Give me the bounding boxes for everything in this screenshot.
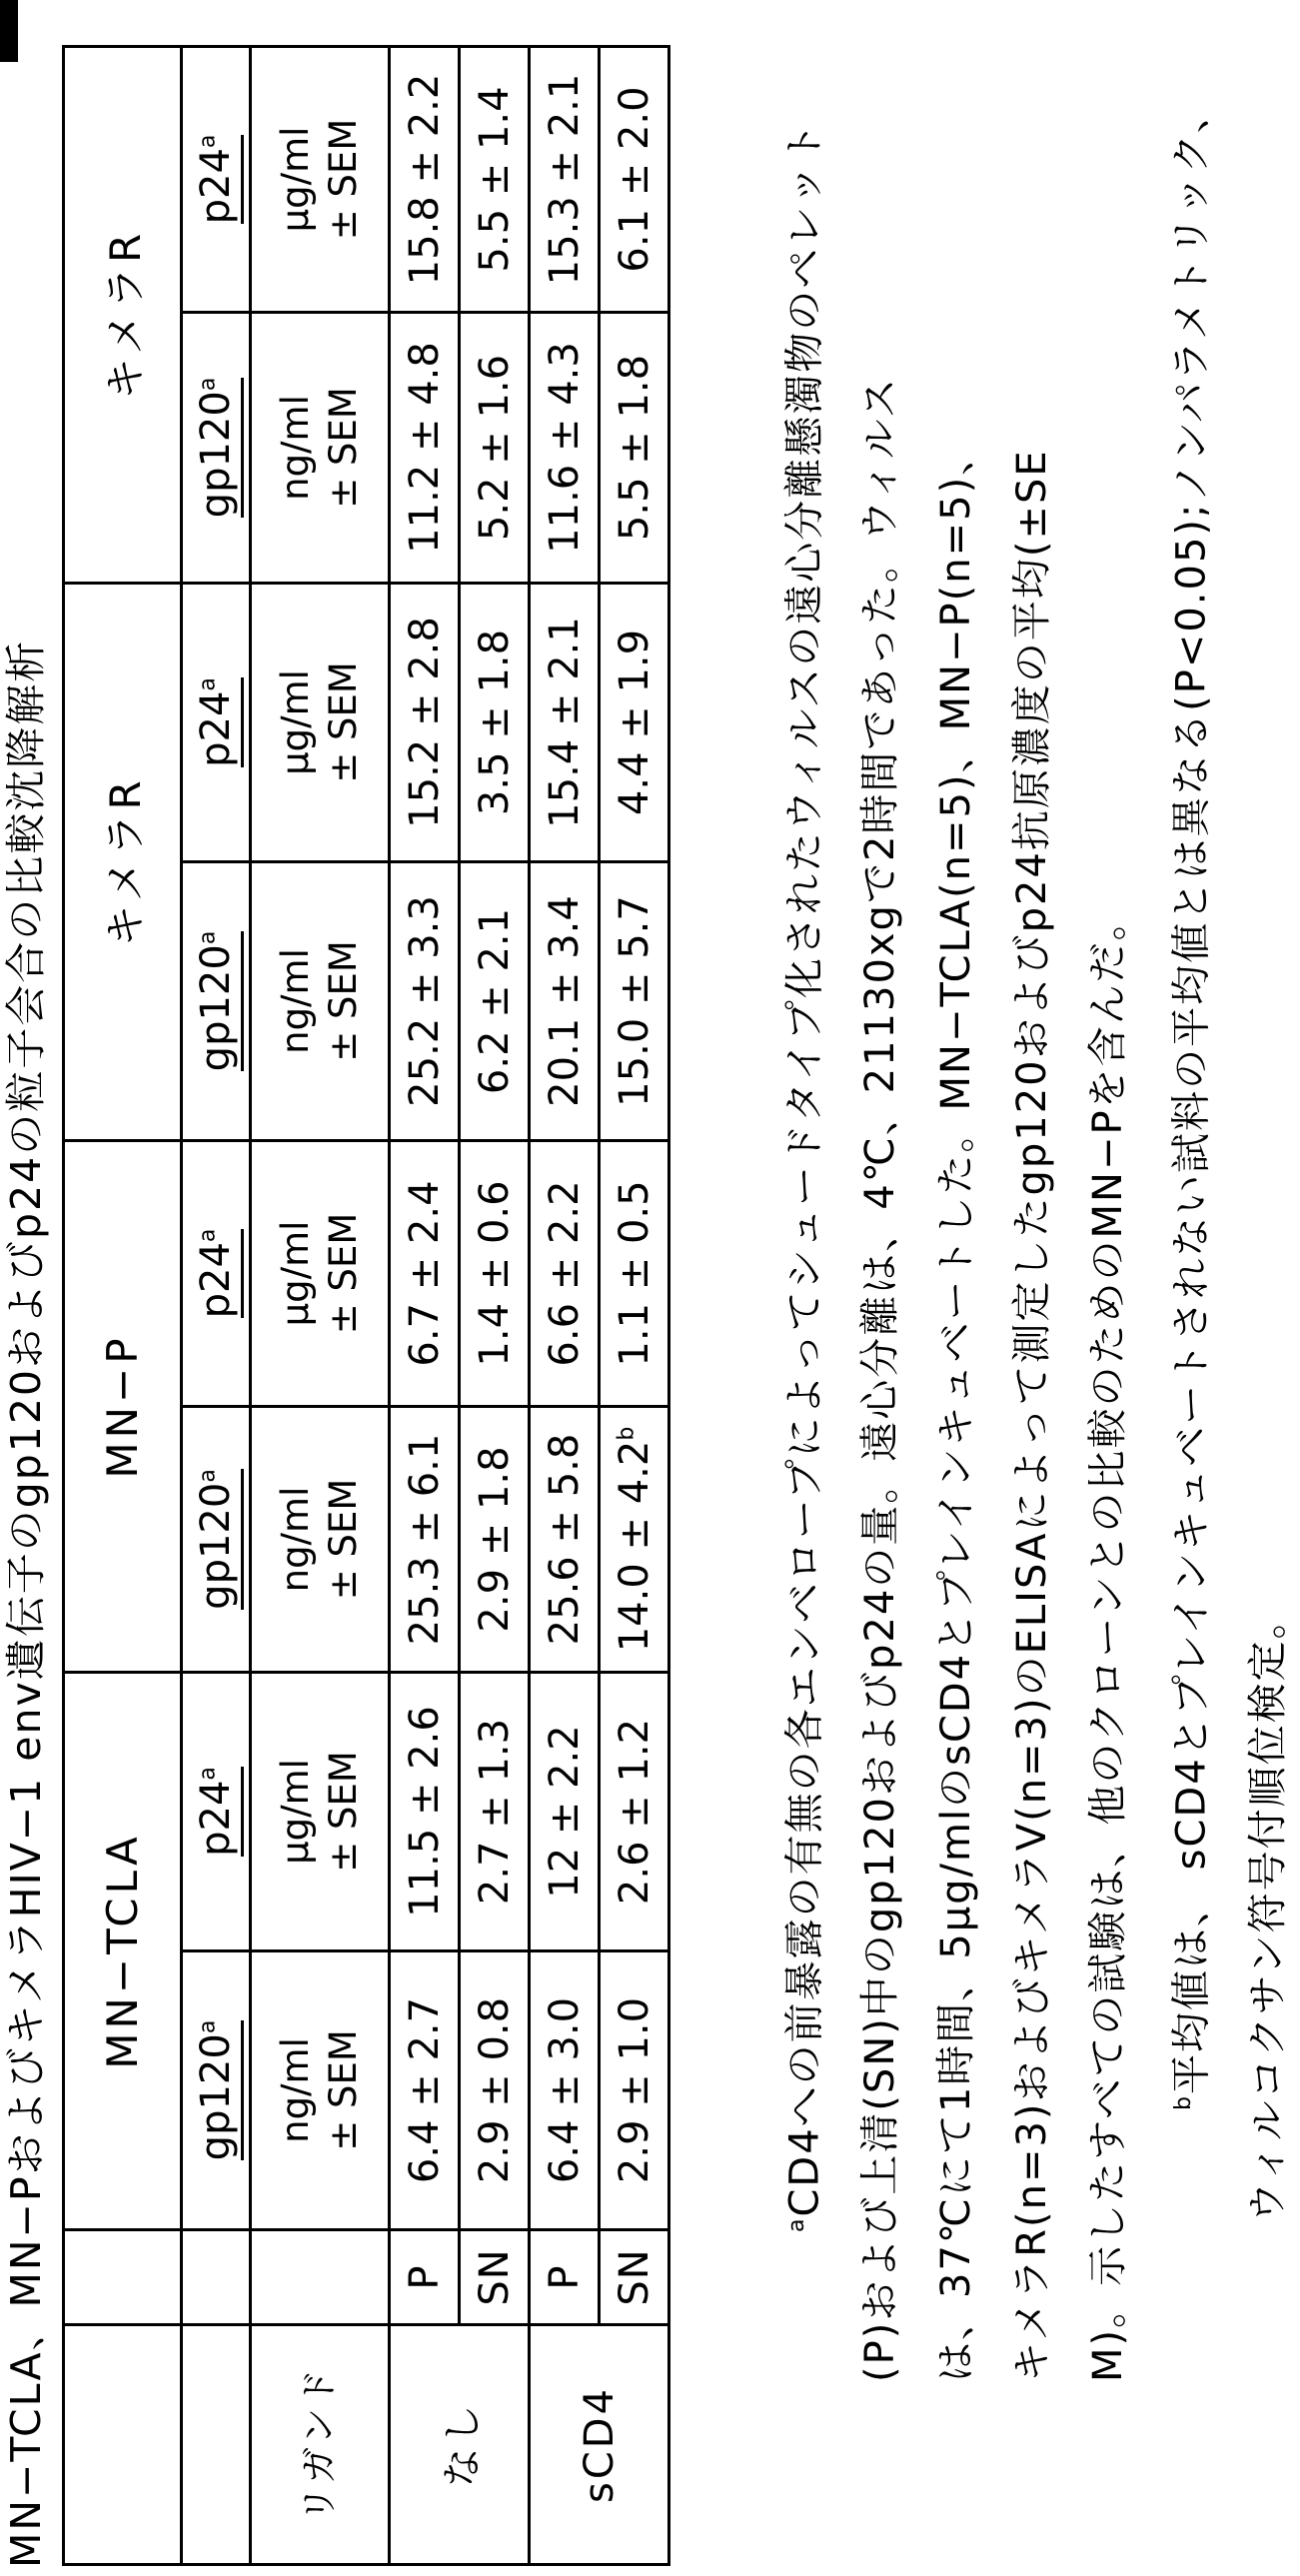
assay-header: gp120$^a$ [182, 862, 251, 1141]
data-row [390, 47, 460, 2565]
note-superscript: a [784, 2216, 809, 2232]
data-cell: 11.5 ± 2.6 [390, 1673, 460, 1951]
title-block [2, 168, 50, 2568]
note-superscript: a [195, 1469, 221, 1483]
units-label: ng/ml [274, 395, 317, 501]
footnotes-block [751, 4, 1300, 2572]
data-cell: 5.5 ± 1.8 [600, 313, 669, 584]
data-cell: 15.0 ± 5.7 [600, 862, 669, 1141]
assay-header: gp120$^a$ [182, 1951, 251, 2230]
footnote-line: キメラR(n=3)およびキメラV(n=3)のELISAによって測定したgp120およびp24抗原濃度の平均(±SE [1009, 449, 1056, 2382]
data-cell: 2.6 ± 1.2 [600, 1673, 669, 1951]
data-cell: 2.9 ± 1.8 [460, 1407, 530, 1673]
data-cell: 25.6 ± 5.8 [530, 1407, 600, 1673]
units-label: μg/ml [274, 126, 317, 233]
data-cell: 25.2 ± 3.3 [390, 862, 460, 1141]
footnote-line: $^b$平均値は、 sCD4とプレインキュベートされない試料の平均値とは異なる(P<0.05);ノンパラメトリック、 [1168, 91, 1215, 2110]
empty-cell [182, 2230, 251, 2325]
sem-label: ± SEM [322, 1478, 365, 1601]
note-superscript: b [614, 1426, 640, 1441]
footnote-line: ウィルコクサン符号付順位検定。 [1244, 1597, 1291, 2222]
data-cell: 25.3 ± 6.1 [390, 1407, 460, 1673]
sem-label: ± SEM [322, 1751, 365, 1873]
units-cell [251, 1951, 390, 2230]
footnote-line: は、37℃にて1時間、5μg/mlのsCD4とプレインキュベートした。MN−TCLA(n=5)、MN−P(n=5)、 [933, 433, 980, 2382]
units-cell [251, 47, 390, 313]
empty-cell [251, 2230, 390, 2325]
empty-cell [182, 2325, 251, 2565]
row-label: P [390, 2230, 460, 2325]
units-label: ng/ml [274, 948, 317, 1054]
assay-header: gp120$^a$ [182, 1407, 251, 1673]
units-cell [251, 1673, 390, 1951]
table-block [62, 44, 703, 2566]
assay-header: p24$^a$ [182, 584, 251, 862]
footnote-line: M)。示したすべての試験は、他のクローンとの比較のためのMN−Pを含んだ。 [1085, 898, 1132, 2382]
assay-header: p24$^a$ [182, 47, 251, 313]
units-cell [251, 584, 390, 862]
assay-header-row [182, 47, 251, 2565]
data-cell: 4.4 ± 1.9 [600, 584, 669, 862]
footnote-line: (P)および上清(SN)中のgp120およびp24の量。遠心分離は、4℃、21130xgで2時間であった。ウィルス [857, 376, 904, 2382]
note-superscript: a [195, 2019, 221, 2034]
sem-label: ± SEM [322, 2029, 365, 2151]
data-row [460, 47, 530, 2565]
sem-label: ± SEM [322, 661, 365, 783]
row-label: SN [460, 2230, 530, 2325]
group-header: キメラR [64, 47, 182, 584]
note-superscript: a [195, 1767, 221, 1781]
data-cell-noted: 14.0 ± 4.2$^b$ [600, 1407, 669, 1673]
data-cell: 5.5 ± 1.4 [460, 47, 530, 313]
units-row [251, 47, 390, 2565]
group-header-row [64, 47, 182, 2565]
data-cell: 6.2 ± 2.1 [460, 862, 530, 1141]
group-header: MN−TCLA [64, 1673, 182, 2230]
group-header: キメラR [64, 584, 182, 1141]
data-cell: 6.6 ± 2.2 [530, 1141, 600, 1407]
units-cell [251, 313, 390, 584]
note-superscript: a [195, 134, 221, 149]
data-row [600, 47, 669, 2565]
results-table [62, 45, 670, 2566]
ligand-header: リガンド [251, 2325, 390, 2565]
footnote-line: $^a$CD4への前暴露の有無の各エンベロープによってシュードタイプ化されたウィルスの遠心分離懸濁物のペレット [781, 121, 828, 2232]
data-cell: 20.1 ± 3.4 [530, 862, 600, 1141]
units-label: μg/ml [274, 1220, 317, 1327]
scan-artifact-mark [0, 0, 18, 62]
data-cell: 6.1 ± 2.0 [600, 47, 669, 313]
corner-cell [64, 2325, 182, 2565]
note-superscript: a [195, 1228, 221, 1243]
data-cell: 2.9 ± 1.0 [600, 1951, 669, 2230]
data-cell: 15.8 ± 2.2 [390, 47, 460, 313]
data-cell: 2.9 ± 0.8 [460, 1951, 530, 2230]
page-title: MN−TCLA、MN−PおよびキメラHIV−1 env遺伝子のgp120およびp24の粒子会合の比較沈降解析 [2, 639, 50, 2568]
ligand-group-label: なし [390, 2325, 530, 2565]
assay-header: gp120$^a$ [182, 313, 251, 584]
corner-cell [64, 2230, 182, 2325]
units-label: ng/ml [274, 1486, 317, 1593]
data-cell: 6.4 ± 2.7 [390, 1951, 460, 2230]
row-label: P [530, 2230, 600, 2325]
data-cell: 6.4 ± 3.0 [530, 1951, 600, 2230]
row-label: SN [600, 2230, 669, 2325]
note-superscript: a [195, 377, 221, 392]
sem-label: ± SEM [322, 1212, 365, 1335]
data-cell: 1.1 ± 0.5 [600, 1141, 669, 1407]
data-cell: 5.2 ± 1.6 [460, 313, 530, 584]
units-label: μg/ml [274, 1759, 317, 1865]
units-label: μg/ml [274, 669, 317, 775]
units-label: ng/ml [274, 2037, 317, 2143]
assay-header: p24$^a$ [182, 1673, 251, 1951]
data-cell: 15.2 ± 2.8 [390, 584, 460, 862]
note-superscript: a [195, 930, 221, 945]
sem-label: ± SEM [322, 940, 365, 1062]
data-cell: 3.5 ± 1.8 [460, 584, 530, 862]
data-cell: 11.2 ± 4.8 [390, 313, 460, 584]
data-cell: 6.7 ± 2.4 [390, 1141, 460, 1407]
units-cell [251, 862, 390, 1141]
assay-header: p24$^a$ [182, 1141, 251, 1407]
data-cell: 15.4 ± 2.1 [530, 584, 600, 862]
data-cell: 11.6 ± 4.3 [530, 313, 600, 584]
ligand-group-label: sCD4 [530, 2325, 669, 2565]
data-cell: 15.3 ± 2.1 [530, 47, 600, 313]
sem-label: ± SEM [322, 118, 365, 241]
note-superscript: a [195, 677, 221, 691]
group-header: MN−P [64, 1141, 182, 1673]
data-cell: 1.4 ± 0.6 [460, 1141, 530, 1407]
data-cell: 12 ± 2.2 [530, 1673, 600, 1951]
data-cell: 2.7 ± 1.3 [460, 1673, 530, 1951]
units-cell [251, 1141, 390, 1407]
data-row [530, 47, 600, 2565]
note-superscript: b [1171, 2094, 1197, 2110]
units-cell [251, 1407, 390, 1673]
sem-label: ± SEM [322, 387, 365, 509]
